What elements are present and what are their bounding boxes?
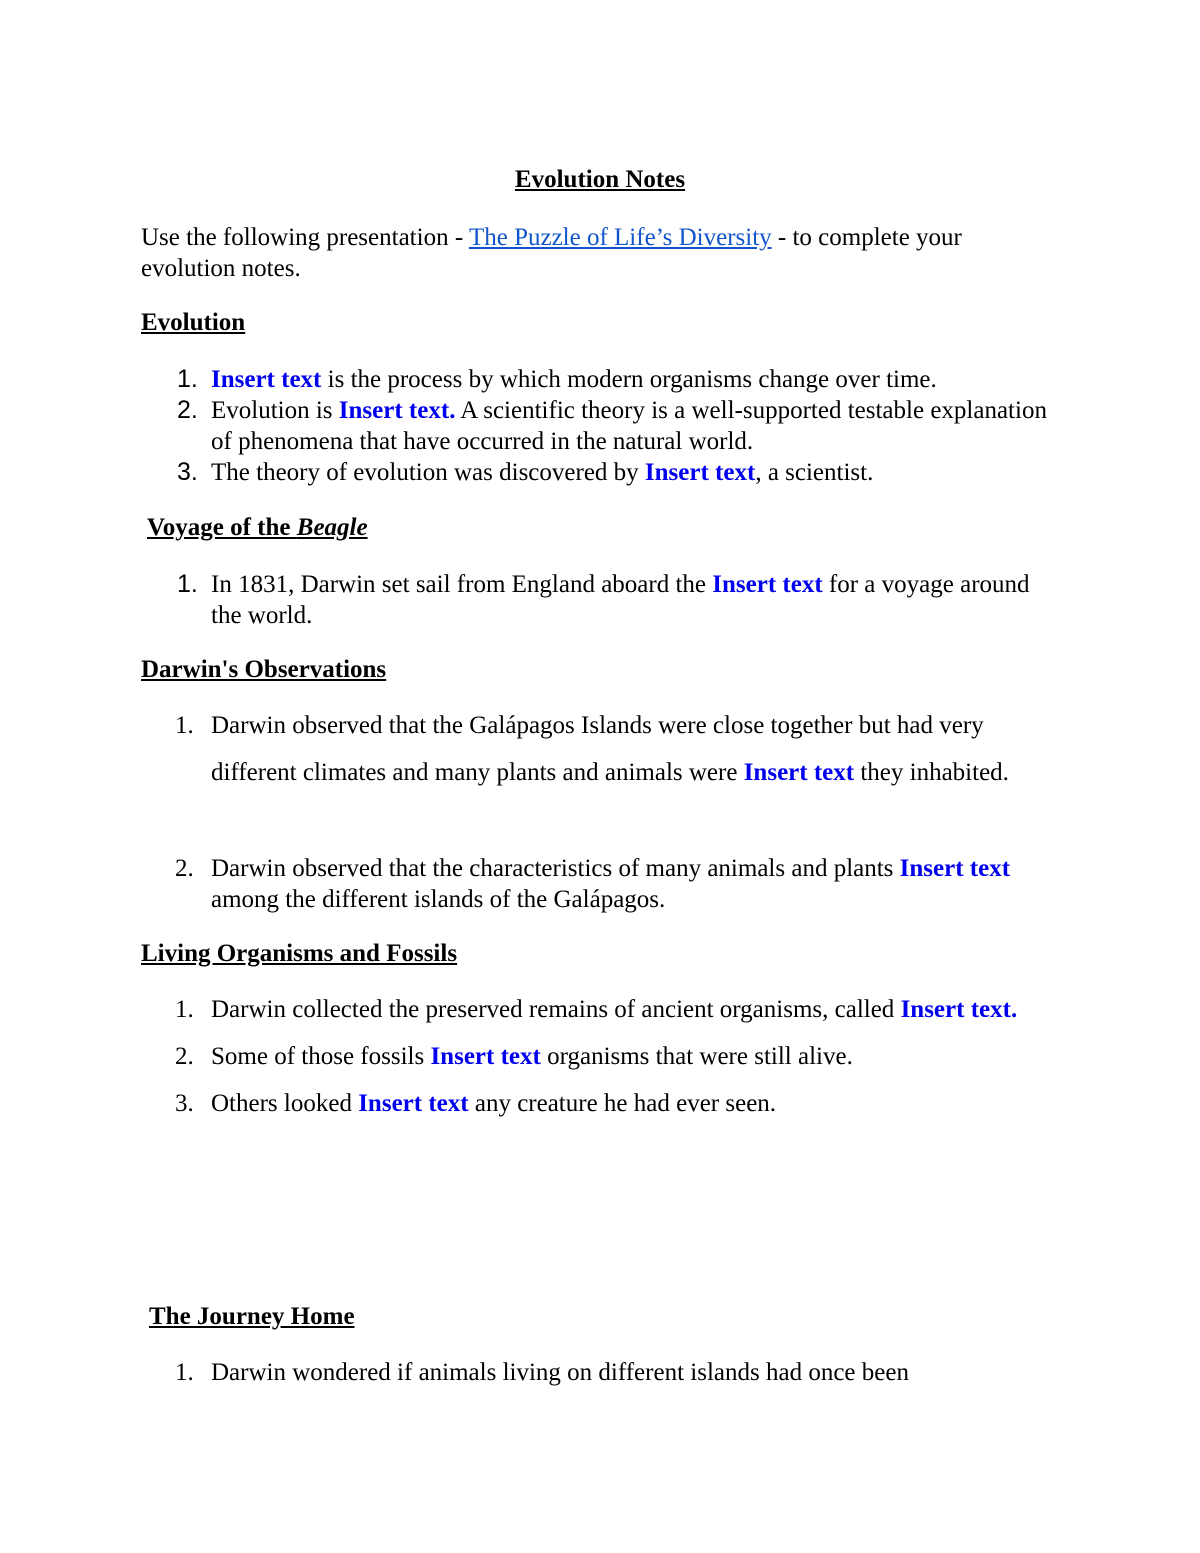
document-title: Evolution Notes — [514, 166, 686, 193]
observations-list — [141, 702, 1051, 796]
item-punctuation: . — [449, 397, 456, 424]
list-number: 3. — [177, 458, 198, 486]
list-item — [141, 1080, 1051, 1127]
section-heading-journey: The Journey Home — [149, 1303, 355, 1330]
item-text: Darwin observed that the characteristics of many animals and plants — [211, 855, 900, 882]
list-item — [141, 364, 1051, 395]
insert-text-field[interactable]: Insert text — [743, 759, 855, 786]
list-item — [141, 1033, 1051, 1080]
item-text: is the process by which modern organisms change over time. — [321, 366, 937, 393]
item-text: for a voyage around the world. — [211, 571, 1030, 629]
list-number: 1. — [175, 1359, 194, 1386]
item-text: , a scientist. — [755, 459, 874, 486]
list-number: 1. — [175, 996, 194, 1023]
item-text: any creature he had ever seen. — [468, 1090, 777, 1117]
insert-text-field[interactable]: Insert text — [899, 855, 1011, 882]
journey-list — [141, 1357, 1051, 1388]
intro-paragraph — [141, 222, 1061, 284]
item-text: Others looked — [211, 1090, 359, 1117]
list-item — [141, 395, 1051, 457]
observations-list-continued — [141, 853, 1051, 915]
item-text: Darwin wondered if animals living on different islands had once been — [211, 1359, 909, 1386]
insert-text-field[interactable]: Insert text — [430, 1043, 541, 1070]
list-number: 3. — [175, 1090, 194, 1117]
item-text: Darwin collected the preserved remains of ancient organisms, called — [211, 996, 901, 1023]
list-item — [141, 457, 1051, 488]
list-number: 2. — [177, 396, 198, 424]
insert-text-field[interactable]: Insert text — [712, 571, 823, 598]
item-text: Some of those fossils — [211, 1043, 431, 1070]
insert-text-field[interactable]: Insert text — [338, 397, 450, 424]
intro-text-before: Use the following presentation - — [141, 224, 469, 251]
item-text: organisms that were still alive. — [540, 1043, 853, 1070]
fossils-list — [141, 986, 1051, 1127]
list-number: 2. — [175, 1043, 194, 1070]
item-punctuation: . — [1010, 996, 1018, 1023]
list-number: 1. — [177, 365, 198, 393]
list-item — [141, 1357, 1051, 1388]
section-heading-voyage — [147, 514, 368, 542]
insert-text-field[interactable]: Insert text — [358, 1090, 469, 1117]
list-number: 1. — [175, 712, 194, 739]
heading-text: Voyage of the — [147, 514, 297, 541]
section-heading-evolution: Evolution — [141, 309, 246, 336]
item-text: The theory of evolution was discovered by — [211, 459, 645, 486]
item-text: A scientific theory is a well-supported testable explanation of phenomena that have occurred in the natural world. — [211, 397, 1047, 455]
intro-text-after: - to complete your evolution notes. — [141, 224, 962, 282]
evolution-list — [141, 364, 1051, 488]
list-item — [141, 702, 1051, 796]
list-number: 2. — [175, 855, 194, 882]
list-item — [141, 986, 1051, 1033]
section-heading-fossils: Living Organisms and Fossils — [141, 940, 458, 967]
presentation-link[interactable]: The Puzzle of Life’s Diversity — [468, 224, 772, 251]
item-text: Evolution is — [211, 397, 339, 424]
section-heading-observations: Darwin's Observations — [141, 656, 387, 683]
ship-name: Beagle — [296, 514, 368, 541]
list-number: 1. — [177, 570, 198, 598]
insert-text-field[interactable]: Insert text — [211, 366, 322, 393]
list-item — [141, 569, 1051, 631]
item-text: Darwin observed that the Galápagos Islands were close together but had very different climates and many plants and animals were — [211, 712, 984, 786]
insert-text-field[interactable]: Insert text — [900, 996, 1011, 1023]
item-text: In 1831, Darwin set sail from England aboard the — [211, 571, 713, 598]
list-item — [141, 853, 1051, 915]
item-text: among the different islands of the Galápagos. — [211, 886, 666, 913]
insert-text-field[interactable]: Insert text — [644, 459, 756, 486]
voyage-list — [141, 569, 1051, 631]
item-text: they inhabited. — [854, 759, 1009, 786]
